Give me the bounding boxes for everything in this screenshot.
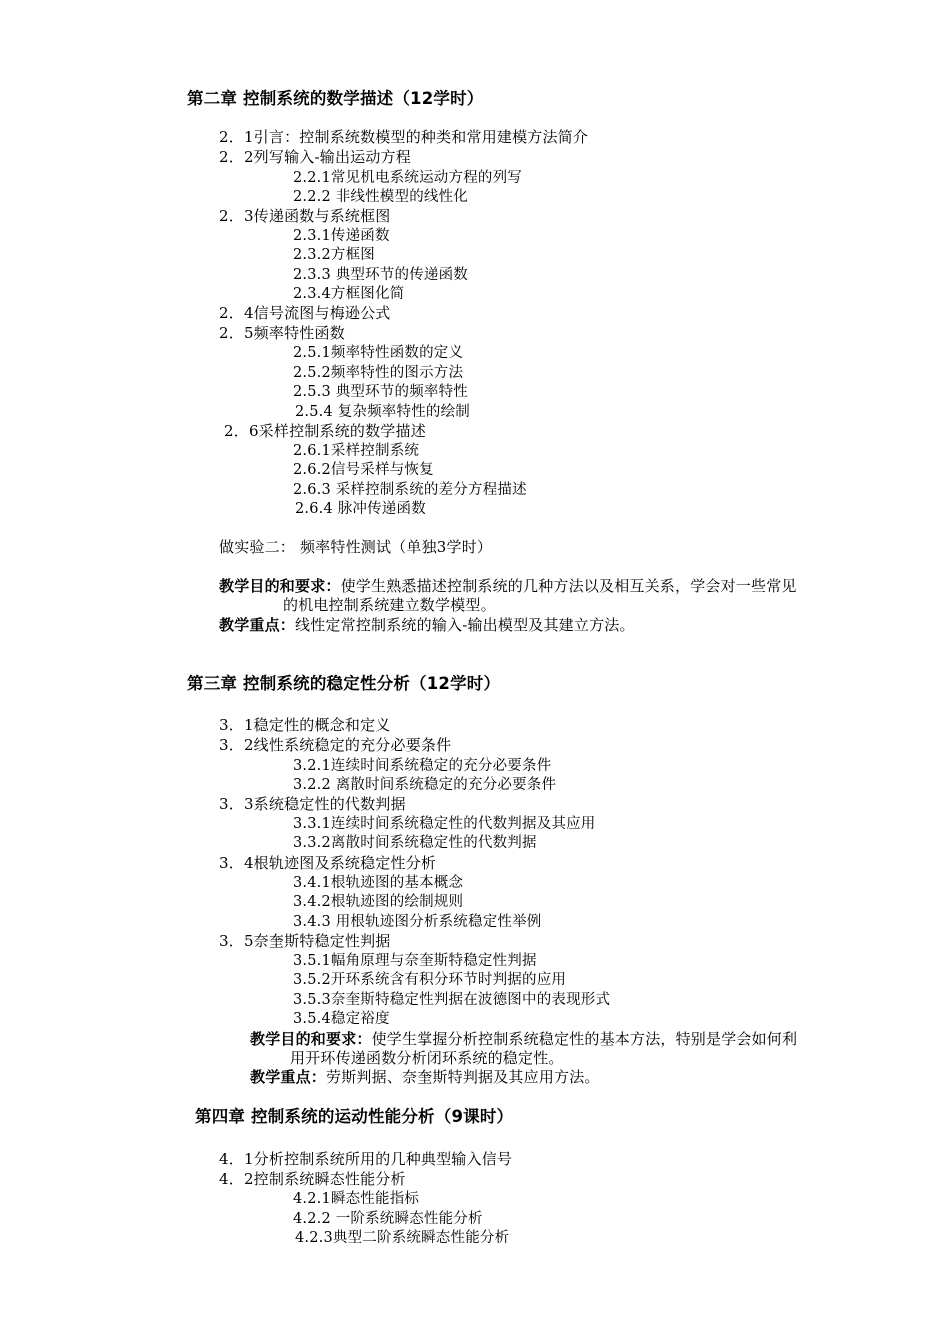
ch2-goal-label: 教学目的和要求： [219,577,341,595]
subsection-2-5-3: 2.5.3 典型环节的频率特性 [293,384,469,400]
ch3-goal [250,1030,797,1049]
subsection-3-2-2: 3.2.2 离散时间系统稳定的充分必要条件 [293,777,557,793]
subsection-2-3-3: 2.3.3 典型环节的传递函数 [293,267,469,283]
ch3-goal-continued: 用开环传递函数分析闭环系统的稳定性。 [290,1049,564,1067]
chapter-2-title: 第二章 控制系统的数学描述（12学时） [187,89,484,108]
subsection-3-4-1: 3.4.1根轨迹图的基本概念 [293,875,464,891]
subsection-2-5-1: 2.5.1频率特性函数的定义 [293,345,464,361]
subsection-3-4-2: 3.4.2根轨迹图的绘制规则 [293,894,464,910]
subsection-3-5-4: 3.5.4稳定裕度 [293,1011,390,1027]
experiment-note: 做实验二： 频率特性测试（单独3学时） [219,538,493,556]
section-3-4: 3．4根轨迹图及系统稳定性分析 [219,854,437,872]
subsection-4-2-3: 4.2.3典型二阶系统瞬态性能分析 [295,1230,510,1246]
ch2-focus [219,616,635,635]
subsection-3-4-3: 3.4.3 用根轨迹图分析系统稳定性举例 [293,914,542,930]
ch2-focus-label: 教学重点： [219,616,296,634]
subsection-3-3-1: 3.3.1连续时间系统稳定性的代数判据及其应用 [293,816,596,832]
subsection-2-6-4: 2.6.4 脉冲传递函数 [295,501,426,517]
subsection-2-5-2: 2.5.2频率特性的图示方法 [293,365,464,381]
section-3-5: 3．5奈奎斯特稳定性判据 [219,932,391,950]
section-2-3: 2．3传递函数与系统框图 [219,207,391,225]
ch3-goal-text: 使学生掌握分析控制系统稳定性的基本方法，特别是学会如何利 [371,1030,798,1048]
subsection-2-6-1: 2.6.1采样控制系统 [293,443,420,459]
section-3-1: 3．1稳定性的概念和定义 [219,716,391,734]
subsection-2-3-2: 2.3.2方框图 [293,247,375,263]
subsection-3-5-1: 3.5.1幅角原理与奈奎斯特稳定性判据 [293,953,537,969]
section-2-4: 2．4信号流图与梅逊公式 [219,304,391,322]
section-2-6: 2．6采样控制系统的数学描述 [224,422,426,440]
subsection-3-3-2: 3.3.2离散时间系统稳定性的代数判据 [293,835,537,851]
subsection-2-2-1: 2.2.1常见机电系统运动方程的列写 [293,170,522,186]
ch2-goal [219,577,797,596]
section-2-5: 2．5频率特性函数 [219,324,345,342]
ch2-goal-continued: 的机电控制系统建立数学模型。 [283,596,496,614]
ch3-goal-label: 教学目的和要求： [250,1030,372,1048]
ch3-focus [250,1068,600,1087]
subsection-2-3-1: 2.3.1传递函数 [293,228,390,244]
subsection-3-2-1: 3.2.1连续时间系统稳定的充分必要条件 [293,758,552,774]
subsection-3-5-3: 3.5.3奈奎斯特稳定性判据在波德图中的表现形式 [293,992,611,1008]
chapter-3-title: 第三章 控制系统的稳定性分析（12学时） [187,674,501,693]
section-2-1: 2．1引言：控制系统数模型的种类和常用建模方法简介 [219,128,589,146]
subsection-2-5-4: 2.5.4 复杂频率特性的绘制 [295,404,471,420]
subsection-4-2-2: 4.2.2 一阶系统瞬态性能分析 [293,1211,483,1227]
section-2-2: 2．2列写输入-输出运动方程 [219,148,411,166]
ch3-focus-text: 劳斯判据、奈奎斯特判据及其应用方法。 [326,1068,600,1086]
subsection-2-6-3: 2.6.3 采样控制系统的差分方程描述 [293,482,527,498]
subsection-3-5-2: 3.5.2开环系统含有积分环节时判据的应用 [293,972,567,988]
subsection-2-3-4: 2.3.4方框图化简 [293,286,405,302]
chapter-4-title: 第四章 控制系统的运动性能分析（9课时） [195,1107,514,1126]
section-4-2: 4．2控制系统瞬态性能分析 [219,1170,406,1188]
ch3-focus-label: 教学重点： [250,1068,327,1086]
section-4-1: 4．1分析控制系统所用的几种典型输入信号 [219,1150,513,1168]
section-3-2: 3．2线性系统稳定的充分必要条件 [219,736,452,754]
subsection-2-2-2: 2.2.2 非线性模型的线性化 [293,189,469,205]
ch2-goal-text: 使学生熟悉描述控制系统的几种方法以及相互关系，学会对一些常见 [340,577,797,595]
section-3-3: 3．3系统稳定性的代数判据 [219,795,406,813]
ch2-focus-text: 线性定常控制系统的输入-输出模型及其建立方法。 [295,616,635,634]
subsection-2-6-2: 2.6.2信号采样与恢复 [293,462,434,478]
subsection-4-2-1: 4.2.1瞬态性能指标 [293,1191,420,1207]
